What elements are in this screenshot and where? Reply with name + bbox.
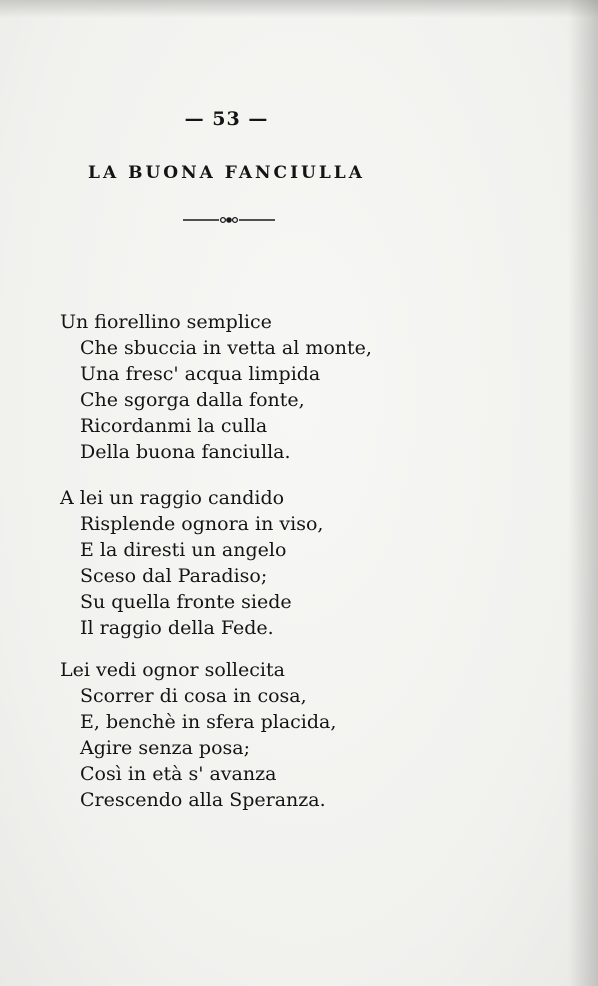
poem-line: Lei vedi ognor sollecita xyxy=(60,659,285,681)
poem-line: Crescendo alla Speranza. xyxy=(80,789,326,811)
stanza-3 xyxy=(60,657,390,813)
poem-line: A lei un raggio candido xyxy=(60,487,285,509)
poem-line: Ricordanmi la culla xyxy=(80,415,268,437)
title-ornament-divider xyxy=(183,212,275,228)
poem-line: E, benchè in sfera placida, xyxy=(80,711,337,733)
stanza-1 xyxy=(60,309,390,465)
poem-line: Che sgorga dalla fonte, xyxy=(80,389,305,411)
poem-line: Così in età s' avanza xyxy=(80,763,277,785)
poem-body xyxy=(60,309,390,833)
poem-line: Scorrer di cosa in cosa, xyxy=(80,685,307,707)
poem-line: Il raggio della Fede. xyxy=(80,617,274,639)
poem-line: Sceso dal Paradiso; xyxy=(80,565,268,587)
poem-line: Risplende ognora in viso, xyxy=(80,513,324,535)
page-top-shadow xyxy=(0,0,598,18)
poem-line: E la diresti un angelo xyxy=(80,539,287,561)
stanza-2 xyxy=(60,485,390,641)
page-number: — 53 — xyxy=(184,108,269,130)
poem-line: Una fresc' acqua limpida xyxy=(80,363,321,385)
poem-line: Su quella fronte siede xyxy=(80,591,292,613)
poem-line: Della buona fanciulla. xyxy=(80,441,291,463)
poem-title: LA BUONA FANCIULLA xyxy=(88,163,365,183)
poem-line: Un fiorellino semplice xyxy=(60,311,272,333)
poem-line: Che sbuccia in vetta al monte, xyxy=(80,337,372,359)
page-binding-shadow xyxy=(568,0,598,986)
poem-line: Agire senza posa; xyxy=(80,737,251,759)
